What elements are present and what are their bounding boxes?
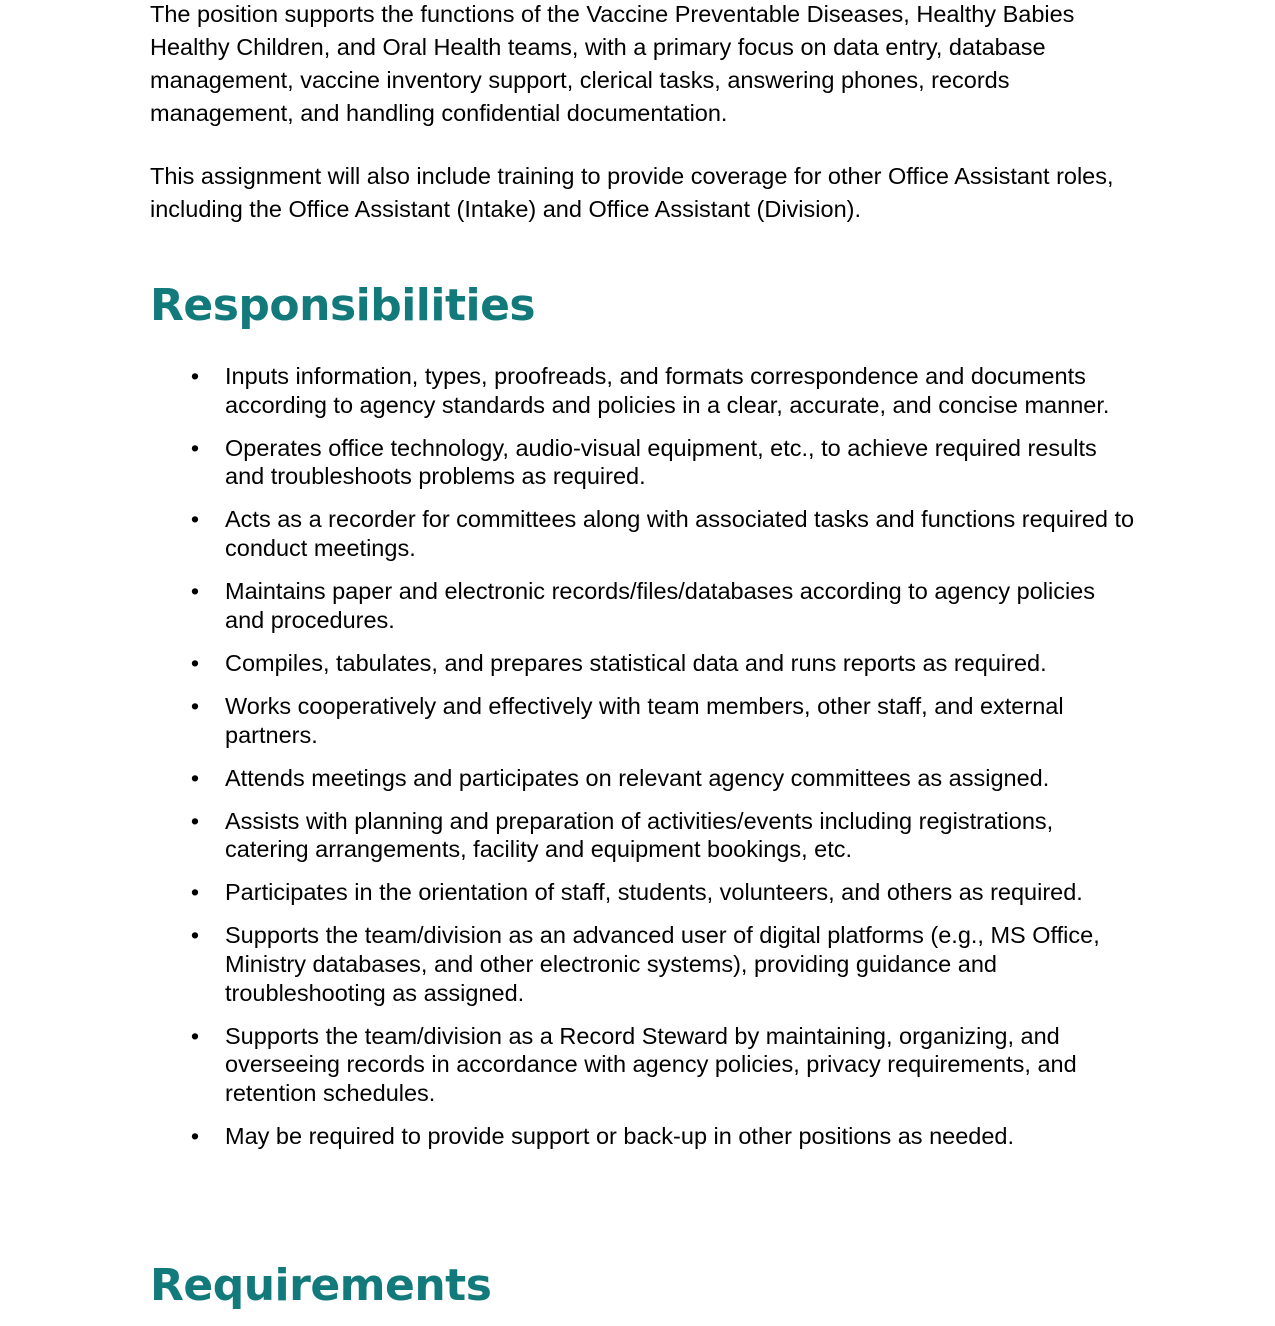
list-item [150,878,1140,907]
list-item-text: Works cooperatively and effectively with team members, other staff, and external partners. [225,692,1064,748]
bullet-icon: • [190,764,200,791]
bullet-icon: • [190,506,200,533]
list-item [150,362,1140,419]
list-item-text: Operates office technology, audio-visual equipment, etc., to achieve required results and troubleshoots problems as required. [225,434,1097,490]
list-item-text: Maintains paper and electronic records/files/databases according to agency policies and procedures. [225,578,1095,633]
bullet-icon: • [190,434,200,461]
bullet-icon: • [190,807,200,834]
coverage-paragraph: This assignment will also include training to provide coverage for other Office Assistant roles, including the Office Assistant (Intake) and Office Assistant (Division). [150,163,1114,222]
list-item-text: Acts as a recorder for committees along with associated tasks and functions required to conduct meetings. [225,506,1135,562]
list-item [150,577,1140,634]
list-item-text: Assists with planning and preparation of activities/events including registrations, catering arrangements, facility and equipment bookings, etc. [225,807,1054,863]
list-item-text: May be required to provide support or back-up in other positions as needed. [225,1123,1015,1150]
list-item-text: Compiles, tabulates, and prepares statistical data and runs reports as required. [225,649,1047,676]
list-item [150,434,1140,491]
bullet-icon: • [190,692,200,719]
requirements-heading: Requirements [150,1260,492,1311]
bullet-icon: • [190,363,200,389]
bullet-icon: • [190,922,200,949]
list-item-text: Participates in the orientation of staff, students, volunteers, and others as required. [225,879,1083,906]
responsibilities-heading: Responsibilities [150,280,536,331]
bullet-icon: • [190,1123,200,1150]
responsibilities-list [150,362,1140,1165]
list-item [150,505,1140,562]
list-item-text: Supports the team/division as a Record Steward by maintaining, organizing, and overseeing records in accordance with agency policies, privacy requirements, and retention schedules. [225,1022,1077,1107]
list-item-text: Supports the team/division as an advanced user of digital platforms (e.g., MS Office, Ministry databases, and other electronic systems), providing guidance and troubleshooting as assigned. [225,922,1100,1006]
bullet-icon: • [190,879,200,906]
list-item [150,649,1140,678]
list-item [150,764,1140,793]
list-item [150,807,1140,864]
list-item [150,921,1140,1007]
list-item [150,692,1140,749]
bullet-icon: • [190,1022,200,1049]
intro-paragraph: The position supports the functions of the Vaccine Preventable Diseases, Healthy Babies Healthy Children, and Oral Health teams, with a primary focus on data entry, database management, vaccine inventory support, clerical tasks, answering phones, records management, and handling confidential documentation. [150,1,1075,126]
list-item-text: Inputs information, types, proofreads, and formats correspondence and documents according to agency standards and policies in a clear, accurate, and concise manner. [225,363,1110,418]
bullet-icon: • [190,649,200,676]
list-item [150,1122,1140,1151]
bullet-icon: • [190,578,200,605]
list-item-text: Attends meetings and participates on relevant agency committees as assigned. [225,764,1050,791]
list-item [150,1022,1140,1108]
